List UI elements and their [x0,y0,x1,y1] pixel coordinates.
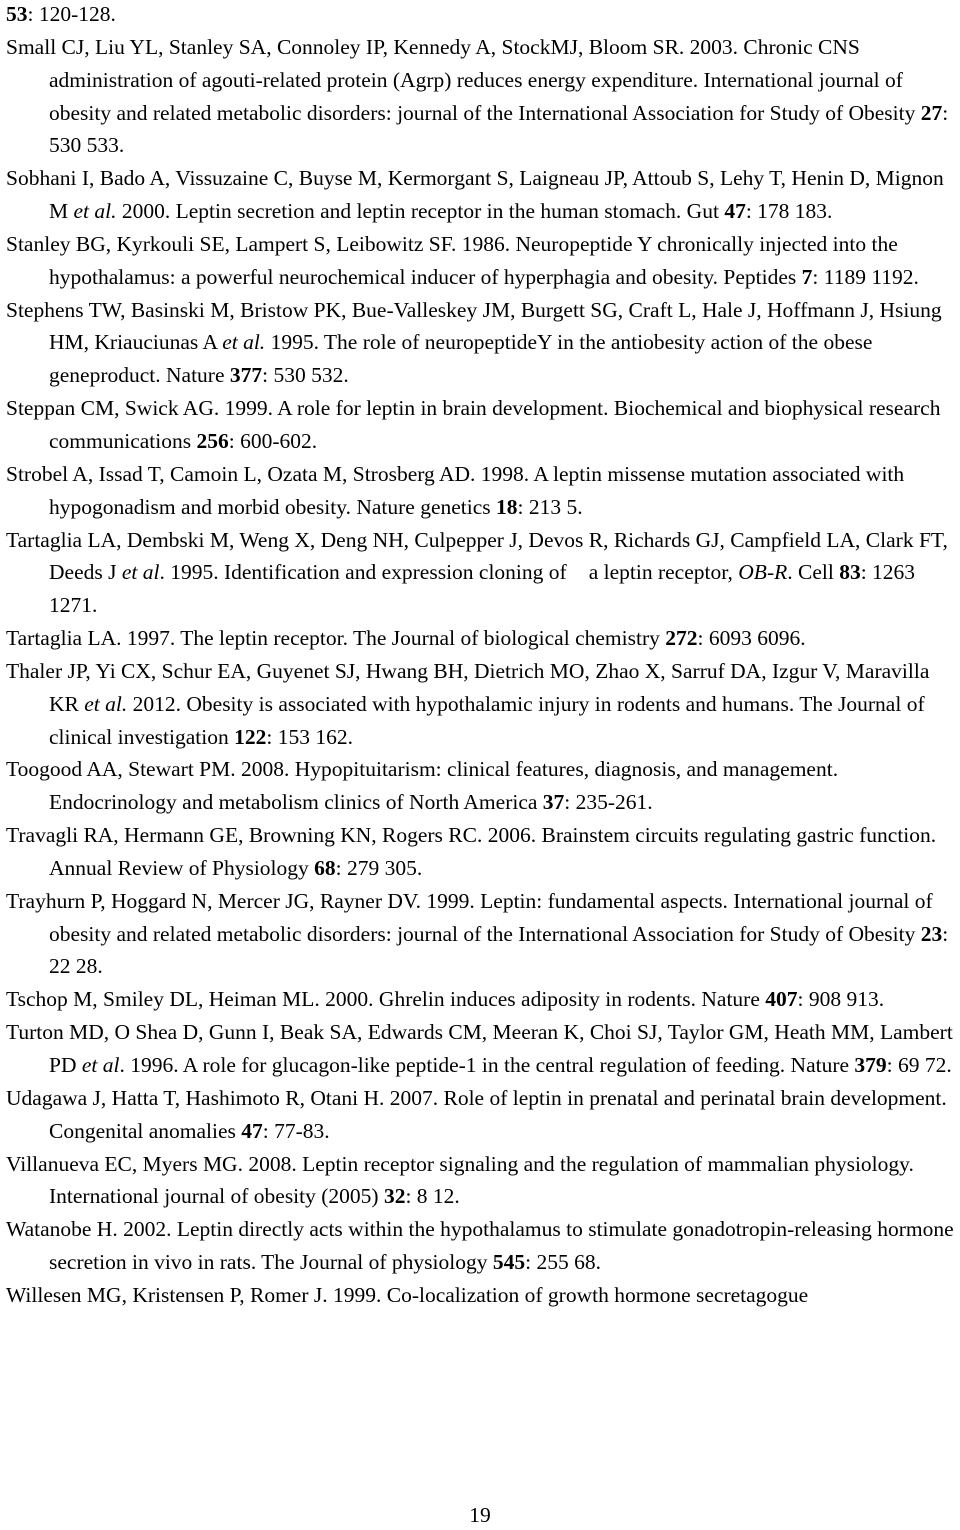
volume: 32 [383,1184,406,1209]
reference-text: Small CJ, Liu YL, Stanley SA, Connoley IP, Kennedy A, StockMJ, Bloom SR. 2003. Chronic CNS administration of agouti-related protein (Agrp) reduces energy expenditure. International journal of obesity and related metabolic disorders: journal of the International Association for Study of Obesity [6,34,921,125]
reference-entry [6,1082,958,1148]
reference-text: Strobel A, Issad T, Camoin L, Ozata M, Strosberg AD. 1998. A leptin missense mutation associated with hypogonadism and morbid obesity. Nature genetics [6,461,905,519]
et-al: et al. [73,199,117,224]
reference-entry [6,1016,958,1082]
pages: : 530 532. [262,363,349,388]
reference-text: Sobhani I, Bado A, Vissuzaine C, Buyse M, Kermorgant S, Laigneau JP, Attoub S, Lehy T, Henin D, Mignon M [6,166,944,224]
pages: : 8 12. [405,1184,460,1209]
et-al: et al. [84,691,128,716]
pages: : 6093 6096. [697,626,806,651]
volume: 379 [854,1053,887,1077]
reference-entry [6,983,958,1016]
reference-text: Tartaglia LA. 1997. The leptin receptor. The Journal of biological chemistry [6,626,666,651]
pages: : 255 68. [525,1250,601,1275]
volume: 377 [229,363,263,388]
volume: 407 [765,987,798,1012]
reference-text: Tschop M, Smiley DL, Heiman ML. 2000. Ghrelin induces adiposity in rodents. Nature [6,987,766,1012]
reference-entry [6,1213,958,1279]
reference-entry [6,458,958,524]
reference-entry [6,294,958,393]
reference-text: 2012. Obesity is associated with hypothalamic injury in rodents and humans. The Journal of clinical investigation [49,691,925,749]
reference-entry [6,622,958,655]
reference-text: . Cell [787,560,840,585]
reference-entry [6,1279,958,1312]
reference-entry [6,753,958,819]
reference-text: Turton MD, O Shea D, Gunn I, Beak SA, Edwards CM, Meeran K, Choi SJ, Taylor GM, Heath MM, Lambert PD [6,1020,953,1077]
et-al: et al. [222,330,266,355]
reference-list [6,0,958,1312]
reference-text: Stanley BG, Kyrkouli SE, Lampert S, Leibowitz SF. 1986. Neuropeptide Y chronically injected into the hypothalamus: a powerful neurochemical inducer of hyperphagia and obesity. Peptides [6,231,898,289]
volume: 272 [665,626,698,651]
reference-text: Travagli RA, Hermann GE, Browning KN, Rogers RC. 2006. Brainstem circuits regulating gastric function. Annual Review of Physiology [6,823,937,880]
pages: : 178 183. [745,199,833,224]
reference-text: 1995. The role of neuropeptideY in the antiobesity action of the obese geneproduct. Nature [49,330,873,388]
volume: 53 [6,2,28,26]
reference-text: Trayhurn P, Hoggard N, Mercer JG, Rayner DV. 1999. Leptin: fundamental aspects. International journal of obesity and related metabolic disorders: journal of the International Association for Study of Obesity [6,888,933,946]
volume: 37 [542,790,565,815]
pages: : 69 72. [886,1053,952,1077]
volume: 68 [314,855,336,880]
reference-text: a leptin receptor, [588,560,739,585]
volume: 47 [241,1118,263,1143]
volume: 27 [920,100,943,125]
reference-text: Willesen MG, Kristensen P, Romer J. 1999. Co-localization of growth hormone secretagogue [6,1282,809,1307]
reference-text: Villanueva EC, Myers MG. 2008. Leptin receptor signaling and the regulation of mammalian physiology. International journal of obesity (2005) [6,1151,914,1209]
volume: 18 [496,494,518,519]
volume: 23 [920,921,943,946]
pages: : 77-83. [262,1118,330,1143]
reference-text: Thaler JP, Yi CX, Schur EA, Guyenet SJ, Hwang BH, Dietrich MO, Zhao X, Sarruf DA, Izgur V, Maravilla KR [6,658,930,716]
pages: : 530 533. [49,100,949,158]
reference-text: . 1995. Identification and expression cloning of [159,560,567,585]
reference-text: 2000. Leptin secretion and leptin receptor in the human stomach. Gut [116,199,725,224]
reference-text: Udagawa J, Hatta T, Hashimoto R, Otani H. 2007. Role of leptin in prenatal and perinatal brain development. Congenital anomalies [6,1085,947,1143]
reference-entry [6,1148,958,1214]
reference-entry [6,655,958,754]
volume: 122 [234,724,267,749]
reference-text: Steppan CM, Swick AG. 1999. A role for leptin in brain development. Biochemical and biophysical research communications [6,396,941,453]
volume: 545 [492,1250,526,1275]
reference-entry [6,162,958,228]
reference-text: Stephens TW, Basinski M, Bristow PK, Bue-Valleskey JM, Burgett SG, Craft L, Hale J, Hoffmann J, Hsiung HM, Kriauciunas A [6,297,942,355]
pages: : 153 162. [266,724,353,749]
volume: 256 [196,428,229,453]
volume: 83 [839,560,861,585]
reference-entry [6,392,958,458]
pages: : 908 913. [797,987,885,1012]
reference-entry [6,228,958,294]
volume: 47 [724,199,746,224]
pages: : 120-128. [27,2,116,26]
volume: 7 [801,264,813,289]
pages: : 279 305. [335,855,423,880]
pages: : 22 28. [49,921,949,979]
reference-entry [6,885,958,984]
pages: : 213 5. [517,494,583,519]
reference-continuation [6,0,958,31]
reference-entry [6,31,958,162]
gene-name: OB-R [738,560,788,585]
pages: : 1263 1271. [49,560,916,618]
reference-text: Tartaglia LA, Dembski M, Weng X, Deng NH, Culpepper J, Devos R, Richards GJ, Campfield LA, Clark FT, Deeds J [6,527,948,585]
et-al: et al [121,560,160,585]
reference-text: . 1996. A role for glucagon-like peptide-1 in the central regulation of feeding. Nature [119,1053,855,1077]
reference-text: Watanobe H. 2002. Leptin directly acts within the hypothalamus to stimulate gonadotropin-releasing hormone secretion in vivo in rats. The Journal of physiology [6,1217,954,1275]
reference-entry [6,819,958,885]
reference-entry [6,524,958,623]
pages: : 600-602. [228,428,318,453]
et-al: et al [81,1053,120,1077]
pages: : 1189 1192. [812,264,919,289]
pages: : 235-261. [564,790,653,815]
reference-text: Toogood AA, Stewart PM. 2008. Hypopituitarism: clinical features, diagnosis, and management. Endocrinology and metabolism clinics of North America [6,757,839,815]
page-number: 19 [469,1503,491,1527]
